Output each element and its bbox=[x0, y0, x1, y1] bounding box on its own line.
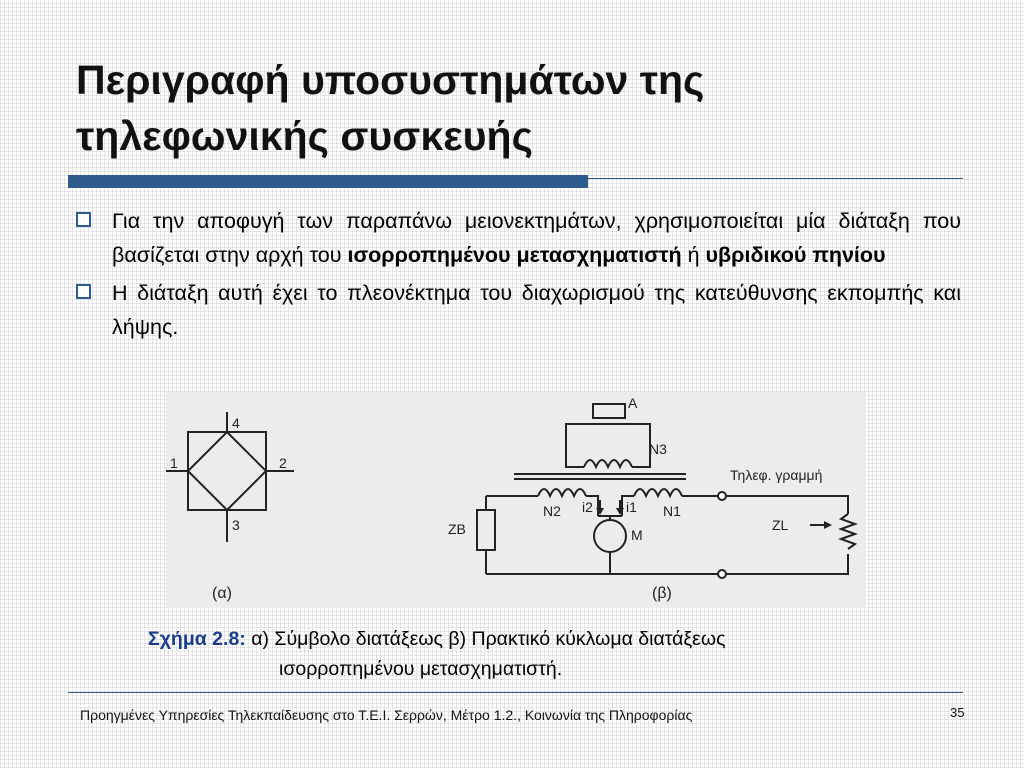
n3-lead-right bbox=[632, 452, 650, 467]
figure-a-label: (α) bbox=[212, 585, 232, 602]
wire-load-bottom bbox=[726, 554, 848, 574]
bullet-1-bold-term-a: ισορροπημένου μετασχηματιστή bbox=[347, 243, 682, 267]
n1-label: N1 bbox=[663, 503, 681, 519]
bullet-item bbox=[76, 204, 961, 272]
earpiece-housing bbox=[566, 424, 650, 452]
port2-label: 2 bbox=[279, 455, 287, 471]
line-label: Τηλεφ. γραμμή bbox=[730, 467, 823, 483]
n3-label: N3 bbox=[649, 441, 667, 457]
caption-label: Σχήμα 2.8: bbox=[148, 628, 246, 650]
bullet-item bbox=[76, 276, 961, 344]
n1-coil bbox=[634, 489, 682, 496]
caption-line-2: ισορροπημένου μετασχηματιστή. bbox=[279, 658, 563, 680]
slide-title bbox=[76, 52, 976, 164]
i1-label: i1 bbox=[626, 499, 637, 515]
title-line-1: Περιγραφή υποσυστημάτων της bbox=[76, 57, 705, 103]
title-line-2: τηλεφωνικής συσκευής bbox=[76, 113, 533, 159]
terminal-top bbox=[718, 492, 726, 500]
bullet-text: Η διάταξη αυτή έχει το πλεονέκτημα του διαχωρισμού της κατεύθυνσης εκπομπής και λήψης. bbox=[112, 281, 961, 339]
n2-coil bbox=[538, 489, 586, 496]
i2-label: i2 bbox=[582, 499, 593, 515]
bullet-list bbox=[76, 204, 961, 348]
microphone-icon bbox=[594, 520, 626, 552]
bullet-1-bold-term-b: υβριδικού πηνίου bbox=[705, 243, 886, 267]
footer-text: Προηγμένες Υπηρεσίες Τηλεκπαίδευσης στο Τ.Ε.Ι. Σερρών, Μέτρο 1.2., Κοινωνία της Πληροφορίας bbox=[80, 707, 693, 723]
bullet-1-text-a: Για την αποφυγή των παραπάνω μειονεκτημάτων, χρησιμοποιείται μία διάταξη που βασίζεται στην αρχή του bbox=[112, 209, 961, 267]
page-number: 35 bbox=[950, 705, 965, 720]
zl-arrowhead bbox=[824, 521, 832, 529]
port4-label: 4 bbox=[232, 415, 240, 431]
port1-label: 1 bbox=[170, 455, 178, 471]
figure-b-label: (β) bbox=[652, 585, 672, 602]
symbol-square bbox=[188, 432, 266, 510]
zb-label: ZB bbox=[448, 521, 466, 537]
port3-label: 3 bbox=[232, 517, 240, 533]
bullet-1-text-b: ή bbox=[681, 243, 706, 267]
terminal-bottom bbox=[718, 570, 726, 578]
zb-resistor bbox=[477, 510, 495, 550]
square-bullet-icon bbox=[76, 212, 91, 227]
caption-text-1: α) Σύμβολο διατάξεως β) Πρακτικό κύκλωμα διατάξεως bbox=[245, 628, 726, 650]
zl-label: ZL bbox=[772, 517, 789, 533]
n3-coil bbox=[584, 460, 632, 467]
wire-load-top bbox=[726, 496, 848, 514]
n3-lead-left bbox=[566, 452, 584, 467]
earpiece-label: A bbox=[628, 395, 638, 411]
circuit-figure bbox=[166, 392, 866, 608]
zl-resistor bbox=[841, 514, 855, 549]
footer-rule bbox=[68, 692, 963, 693]
title-rule-thick bbox=[68, 175, 588, 188]
mic-label: M bbox=[631, 527, 643, 543]
symbol-diamond bbox=[188, 432, 266, 510]
figure-caption bbox=[148, 624, 908, 684]
earpiece-icon bbox=[593, 404, 625, 418]
square-bullet-icon bbox=[76, 284, 91, 299]
bullet-text bbox=[112, 204, 961, 272]
circuit-diagram bbox=[166, 392, 866, 608]
n2-label: N2 bbox=[543, 503, 561, 519]
caption-line-1 bbox=[148, 624, 908, 654]
